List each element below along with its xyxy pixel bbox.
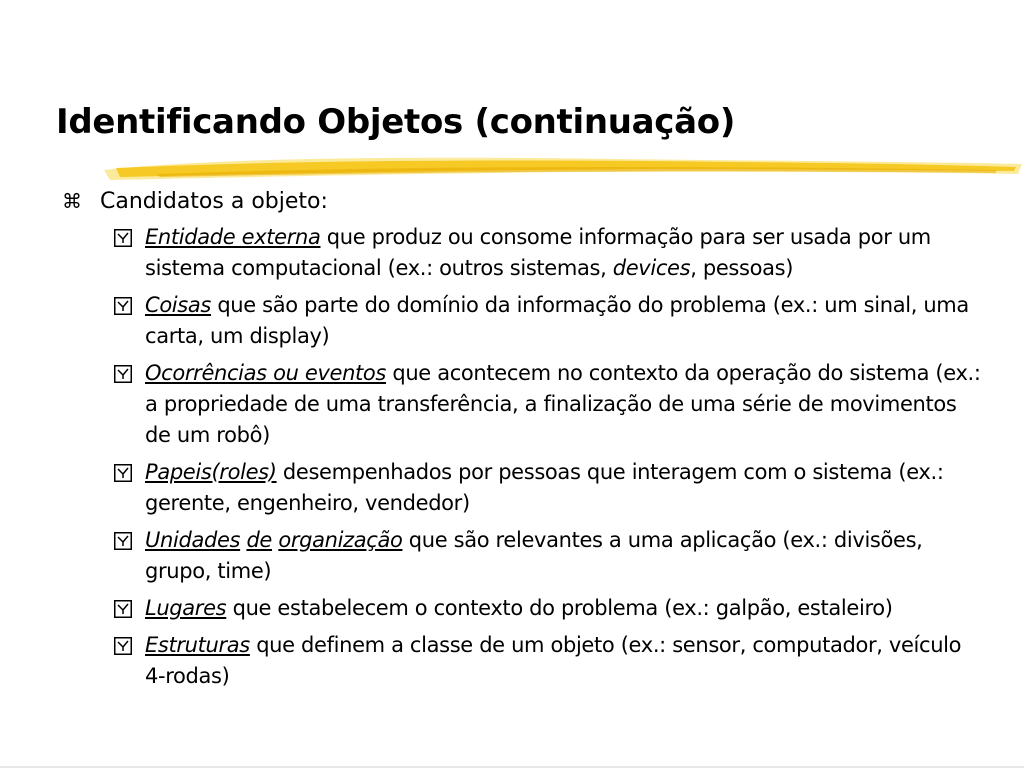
item-term: Lugares [145,596,227,620]
item-term-c: organização [278,528,403,552]
list-item [113,457,983,519]
list-item [113,593,983,624]
level1-text: Candidatos a objeto: [100,189,328,214]
checkbox-y-icon [114,229,132,247]
list-item [113,630,983,692]
item-text: desempenhados por pessoas que interagem com o sistema (ex.: gerente, engenheiro, vendedor) [145,460,944,515]
list-item [113,222,983,284]
item-text: que são relevantes a uma aplicação (ex.: divisões, grupo, time) [145,528,923,583]
item-text: que são parte do domínio da informação do problema (ex.: um sinal, uma carta, um display) [145,293,969,348]
item-term: Coisas [145,293,211,317]
list-item [113,358,983,451]
item-text: que produz ou consome informação para ser usada por um sistema computacional (ex.: outros sistemas, [145,225,931,280]
item-term-a: Unidades [145,528,241,552]
item-term: Estruturas [145,633,250,657]
item-term: Ocorrências ou eventos [145,361,387,385]
highlighter-stroke [96,150,1024,188]
level1-item [62,186,328,217]
item-italic: devices [612,256,691,280]
slide-title: Identificando Objetos (continuação) [56,102,736,142]
list-item [113,290,983,352]
checkbox-y-icon [114,297,132,315]
checkbox-y-icon [114,532,132,550]
checkbox-y-icon [114,637,132,655]
command-symbol-icon: ⌘ [62,189,82,213]
item-term: Entidade externa [145,225,321,249]
item-text-end: , pessoas) [690,256,794,280]
item-text: que acontecem no contexto da operação do sistema (ex.: a propriedade de uma transferência, a finalização de uma série de movimentos de um robô) [145,361,981,447]
item-text: que estabelecem o contexto do problema (ex.: galpão, estaleiro) [226,596,893,620]
list-item [113,525,983,587]
checkbox-y-icon [114,464,132,482]
checkbox-y-icon [114,365,132,383]
item-term: Papeis(roles) [145,460,277,484]
item-term-b: de [246,528,272,552]
item-text: que definem a classe de um objeto (ex.: sensor, computador, veículo 4-rodas) [145,633,962,688]
checkbox-y-icon [114,600,132,618]
candidate-list [113,222,983,698]
